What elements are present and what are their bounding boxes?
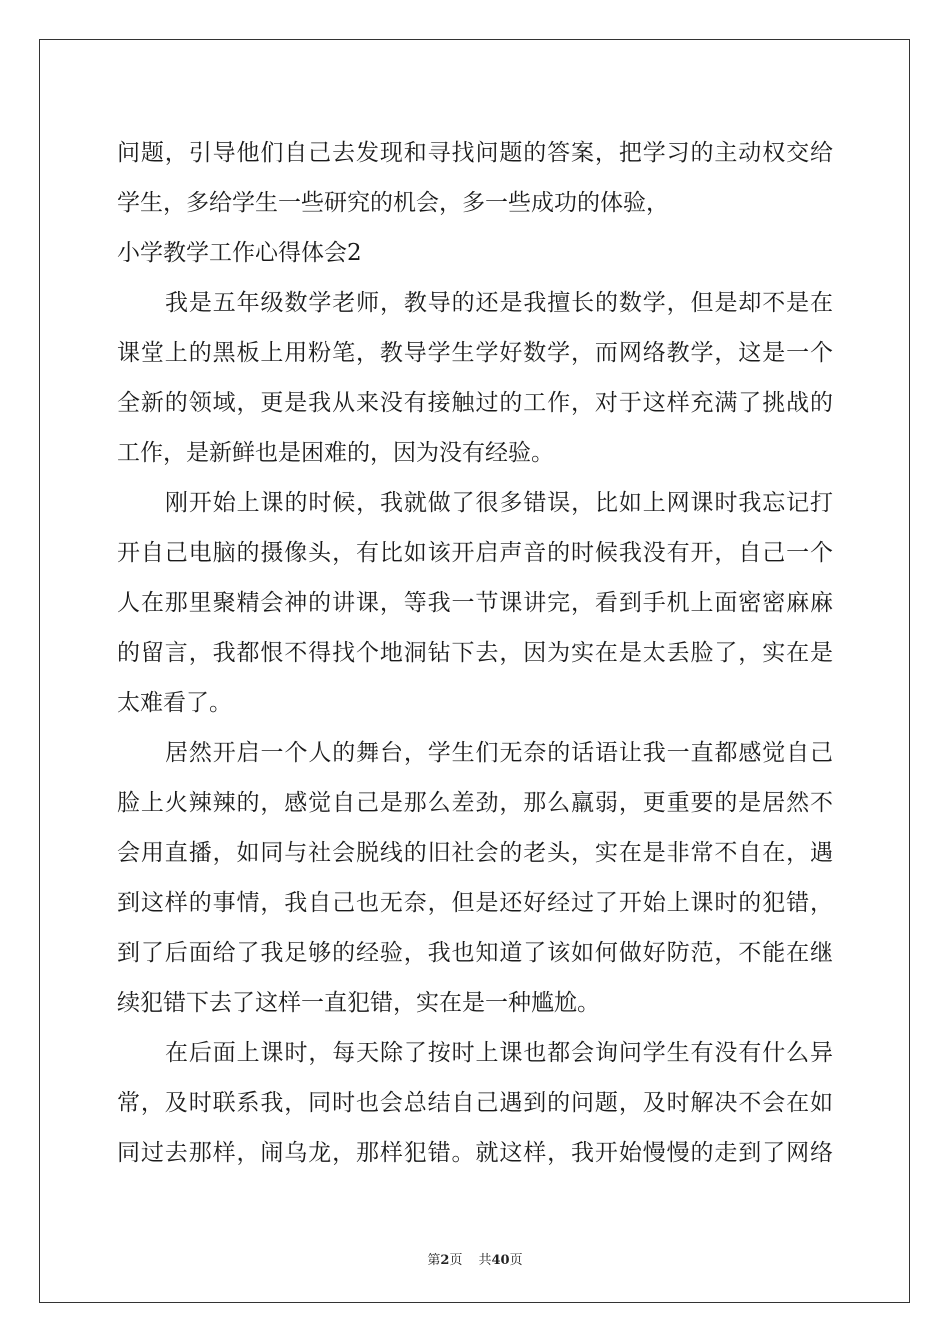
page-total-prefix: 共 <box>478 1253 492 1268</box>
paragraph-line: 的留言，我都恨不得找个地洞钻下去，因为实在是太丢脸了，实在是 <box>117 640 833 666</box>
paragraph-line: 脸上火辣辣的，感觉自己是那么差劲，那么羸弱，更重要的是居然不 <box>117 790 833 816</box>
paragraph-line: 太难看了。 <box>117 690 232 716</box>
page-number: 2 <box>440 1253 450 1268</box>
paragraph-line: 课堂上的黑板上用粉笔，教导学生学好数学，而网络教学，这是一个 <box>117 340 833 366</box>
page-total-suffix: 页 <box>509 1253 523 1268</box>
paragraph-line: 我是五年级数学老师，教导的还是我擅长的数学，但是却不是在 <box>165 290 833 316</box>
paragraph-line: 学生，多给学生一些研究的机会，多一些成功的体验， <box>117 190 669 216</box>
paragraph-line: 在后面上课时，每天除了按时上课也都会询问学生有没有什么异 <box>165 1040 833 1066</box>
page-total: 40 <box>491 1253 510 1268</box>
paragraph-line: 同过去那样，闹乌龙，那样犯错。就这样，我开始慢慢的走到了网络 <box>117 1140 833 1166</box>
page-number-prefix: 第 <box>427 1253 441 1268</box>
paragraph-line: 人在那里聚精会神的讲课，等我一节课讲完，看到手机上面密密麻麻 <box>117 590 833 616</box>
paragraph-line: 刚开始上课的时候，我就做了很多错误，比如上网课时我忘记打 <box>165 490 833 516</box>
paragraph-line: 全新的领域，更是我从来没有接触过的工作，对于这样充满了挑战的 <box>117 390 833 416</box>
paragraph-line: 常，及时联系我，同时也会总结自己遇到的问题，及时解决不会在如 <box>117 1090 833 1116</box>
paragraph-line: 到这样的事情，我自己也无奈，但是还好经过了开始上课时的犯错， <box>117 890 833 916</box>
page-footer <box>0 1249 950 1268</box>
document-body <box>117 128 833 1178</box>
paragraph-line: 居然开启一个人的舞台，学生们无奈的话语让我一直都感觉自己 <box>165 740 833 766</box>
paragraph-line: 问题，引导他们自己去发现和寻找问题的答案，把学习的主动权交给 <box>117 140 833 166</box>
paragraph-line: 续犯错下去了这样一直犯错，实在是一种尴尬。 <box>117 990 600 1016</box>
paragraph-line: 工作，是新鲜也是困难的，因为没有经验。 <box>117 440 554 466</box>
page-number-suffix: 页 <box>449 1253 463 1268</box>
paragraph-line: 会用直播，如同与社会脱线的旧社会的老头，实在是非常不自在，遇 <box>117 840 833 866</box>
section-heading: 小学教学工作心得体会2 <box>117 240 362 266</box>
paragraph-line: 开自己电脑的摄像头，有比如该开启声音的时候我没有开，自己一个 <box>117 540 833 566</box>
paragraph-line: 到了后面给了我足够的经验，我也知道了该如何做好防范，不能在继 <box>117 940 833 966</box>
